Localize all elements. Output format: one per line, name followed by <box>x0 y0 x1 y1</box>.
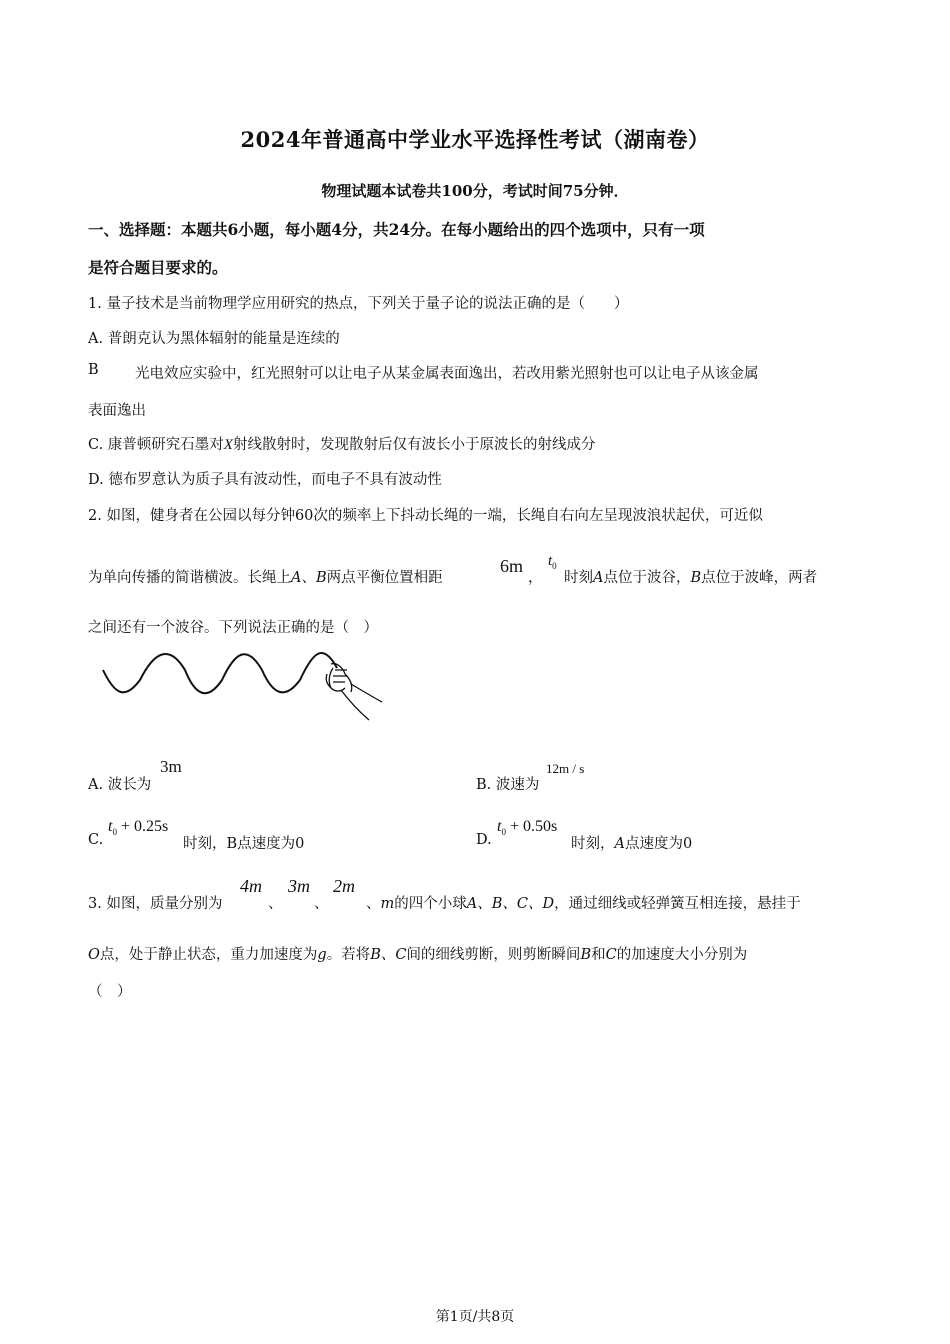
q2-option-c-time <box>108 818 168 837</box>
q2-var-a: A <box>291 570 302 586</box>
q2-option-c-t: t <box>108 818 113 835</box>
q2-option-d-val: + 0.50s <box>509 818 558 835</box>
q2-stem-line2-tail <box>564 566 817 587</box>
q2-line2-post3: 点位于波峰，两者 <box>701 570 818 586</box>
page-footer: 第1页/共8页 <box>435 1309 515 1325</box>
q3-line1-end: ，通过细线或轻弹簧互相连接，悬挂于 <box>554 896 801 912</box>
q3-balls: A、B、C、D <box>466 896 555 912</box>
q1-stem: 1. 量子技术是当前物理学应用研究的热点，下列关于量子论的说法正确的是（ ） <box>88 296 629 312</box>
q3-g: g <box>317 947 327 963</box>
rope-wave-curve <box>103 653 337 693</box>
q2-t0-var: t <box>548 553 553 569</box>
q3-mass-3: 2m <box>333 876 355 896</box>
q3-sep-2: 、 <box>314 896 329 912</box>
q2-option-b-text: B. 波速为 <box>476 777 540 793</box>
q3-line1-post: 的四个小球 <box>394 896 467 912</box>
q2-option-d-sub: 0 <box>501 827 506 838</box>
q1-option-b-line2: 表面逸出 <box>88 403 146 419</box>
q1-option-a: A. 普朗克认为黑体辐射的能量是连续的 <box>88 331 340 347</box>
page-subtitle: 物理试题本试卷共100分，考试时间75分钟． <box>321 182 629 200</box>
q3-sep-3: 、 <box>366 896 381 912</box>
q3-mass-4: m <box>380 896 395 912</box>
q2-option-c-post: 时刻，B点速度为0 <box>183 836 305 852</box>
page-title: 2024年普通高中学业水平选择性考试（湖南卷） <box>240 127 710 152</box>
q2-var-b: B <box>315 570 327 586</box>
q3-sep-1: 、 <box>268 896 283 912</box>
q2-line2-post1: 时刻 <box>564 570 593 586</box>
q2-line2-pre: 为单向传播的简谐横波。长绳上 <box>88 570 291 586</box>
q3-pre: 3. 如图，质量分别为 <box>88 896 223 912</box>
q1-option-d: D. 德布罗意认为质子具有波动性，而电子不具有波动性 <box>88 472 442 488</box>
q2-option-b-value: 12m / s <box>546 761 585 776</box>
section-heading-line2: 是符合题目要求的。 <box>88 258 228 277</box>
q1-option-b-line1: 光电效应实验中，红光照射可以让电子从某金属表面逸出，若改用紫光照射也可以让电子从该金属 <box>135 366 759 382</box>
q2-option-d-t: t <box>497 818 502 835</box>
q2-t0-sub: 0 <box>552 561 557 571</box>
q2-sep: 、 <box>301 570 316 586</box>
q3-point-o: O <box>88 947 100 963</box>
q2-line2-post2: 点位于波谷， <box>603 570 691 586</box>
q3-mass-2: 3m <box>288 876 310 896</box>
q3-line2-a: 点，处于静止状态，重力加速度为 <box>99 947 318 963</box>
q2-option-d-var-a: A <box>614 836 625 852</box>
q2-stem-line2 <box>88 566 443 587</box>
q1-option-c <box>88 433 595 454</box>
q2-option-c-val: + 0.25s <box>120 818 169 835</box>
q2-option-d-post <box>571 832 692 853</box>
q2-stem-line3: 之间还有一个波谷。下列说法正确的是（ ） <box>88 620 378 636</box>
q2-line2-mid: 两点平衡位置相距 <box>326 570 443 586</box>
q2-comma: ， <box>528 570 543 586</box>
rope-wave-figure <box>95 640 395 730</box>
q2-option-d-time <box>497 818 557 837</box>
q2-stem-line1: 2. 如图，健身者在公园以每分钟60次的频率上下抖动长绳的一端，长绳自右向左呈现波浪状起伏，可近似 <box>88 508 763 524</box>
q3-line2-f: 的加速度大小分别为 <box>616 947 748 963</box>
q3-line2 <box>88 943 747 964</box>
section-heading-line1: 一、选择题：本题共6小题，每小题4分，共24分。在每小题给出的四个选项中，只有一项 <box>88 220 705 239</box>
q3-line2-b: 。若将 <box>326 947 371 963</box>
q3-line1-rest <box>366 892 801 913</box>
q2-distance: 6m <box>500 556 524 576</box>
q1-option-c-pre: C. 康普顿研究石墨对 <box>88 437 224 453</box>
hand-icon <box>326 664 382 720</box>
q2-option-c-sub: 0 <box>112 827 117 838</box>
q3-line2-ball-c: C <box>605 947 617 963</box>
q2-option-d-post2: 点速度为0 <box>624 836 693 852</box>
q3-line2-c: B、C <box>370 947 407 963</box>
q2-var-a-2: A <box>593 570 604 586</box>
q1-option-c-post: 射线散射时，发现散射后仅有波长小于原波长的射线成分 <box>232 437 596 453</box>
q2-option-a-text: A. 波长为 <box>88 777 152 793</box>
q3-line2-ball-b: B <box>580 947 592 963</box>
q2-t0 <box>548 553 557 571</box>
q3-line3: （ ） <box>88 984 132 1000</box>
q1-option-b-label: B <box>88 362 99 378</box>
q2-var-b-2: B <box>690 570 702 586</box>
q3-line2-e: 和 <box>591 947 606 963</box>
q3-mass-1: 4m <box>240 876 262 896</box>
q2-option-d-label: D. <box>476 832 492 848</box>
q2-option-a-value: 3m <box>160 757 182 776</box>
q2-option-c-label: C. <box>88 832 104 848</box>
q2-option-d-post1: 时刻， <box>571 836 615 852</box>
q1-option-c-var: X <box>223 437 233 453</box>
q3-line2-d: 间的细线剪断，则剪断瞬间 <box>406 947 581 963</box>
